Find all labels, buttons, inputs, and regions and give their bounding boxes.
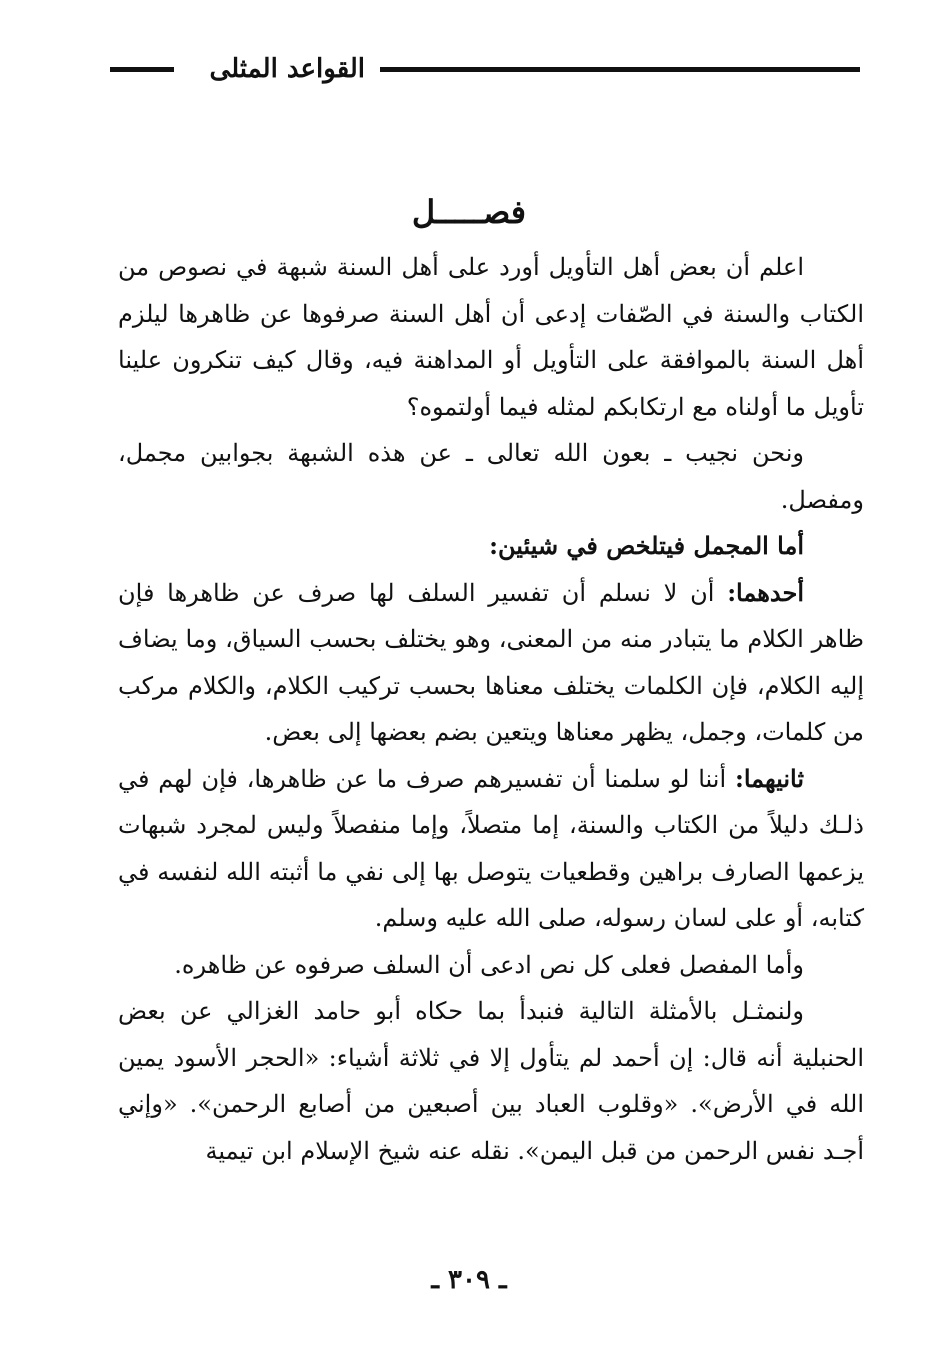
section-title-text: فصـــــل	[411, 193, 527, 231]
paragraph-text: وأما المفصل فعلى كل نص ادعى أن السلف صرفوه عن ظاهره.	[174, 950, 804, 979]
body-text	[118, 244, 864, 1174]
header-rule-left	[110, 67, 174, 72]
paragraph-text: أن لا نسلم أن تفسير السلف لها صرف عن ظاهرها فإن ظاهر الكلام ما يتبادر منه من المعنى، وهو يختلف بحسب السياق، وما يضاف إليه الكلام، فإن الكلمات يختلف معناها بحسب تركيب الكلام، والكلام مركب من كلمات، وجمل، يظهر معناها ويتعين بضم بعضها إلى بعض.	[118, 578, 864, 746]
paragraph-examples	[118, 988, 864, 1174]
header-rule-right	[380, 67, 860, 72]
running-header	[110, 50, 860, 90]
paragraph-lead: ثانيهما:	[734, 763, 804, 793]
paragraph-lead: أما المجمل فيتلخص في شيئين:	[489, 531, 804, 560]
paragraph-answer-intro	[118, 430, 864, 523]
paragraph-intro	[118, 244, 864, 430]
paragraph-mufassal	[118, 942, 864, 989]
paragraph-second-point	[118, 756, 864, 942]
paragraph-first-point	[118, 570, 864, 756]
paragraph-text: ونحن نجيب ـ بعون الله تعالى ـ عن هذه الشبهة بجوابين مجمل، ومفصل.	[118, 439, 864, 514]
paragraph-mujmal-heading	[118, 523, 864, 570]
paragraph-lead: أحدهما:	[727, 577, 804, 607]
header-title: القواعد المثلى	[209, 54, 365, 84]
paragraph-text: أننا لو سلمنا أن تفسيرهم صرف ما عن ظاهرها، فإن لهم في ذلـك دليلاً من الكتاب والسنة، إما متصلاً، وإما منفصلاً وليس لمجرد شبهات يزعمها الصارف براهين وقطعيات يتوصل بها إلى نفي ما أثبته الله لنفسه في كتابه، أو على لسان رسوله، صلى الله عليه وسلم.	[118, 764, 864, 932]
paragraph-text: ولنمثـل بالأمثلة التالية فنبدأ بما حكاه أبو حامد الغزالي عن بعض الحنبلية أنه قال: إن أحمد لم يتأول إلا في ثلاثة أشياء: «الحجر الأسود يمين الله في الأرض». «وقلوب العباد بين أصبعين من أصابع الرحمن». «وإني أجـد نفس الرحمن من قبل اليمن». نقله عنه شيخ الإسلام ابن تيمية	[118, 997, 864, 1165]
section-title	[0, 190, 938, 236]
paragraph-text: اعلم أن بعض أهل التأويل أورد على أهل السنة شبهة في نصوص من الكتاب والسنة في الصّفات إدعى أن أهل السنة صرفوها عن ظاهرها ليلزم أهل السنة بالموافقة على التأويل أو المداهنة فيه، وقال كيف تنكرون علينا تأويل ما أولناه مع ارتكابكم لمثله فيما أولتموه؟	[118, 253, 864, 421]
page-number: ـ ٣٠٩ ـ	[431, 1265, 507, 1295]
